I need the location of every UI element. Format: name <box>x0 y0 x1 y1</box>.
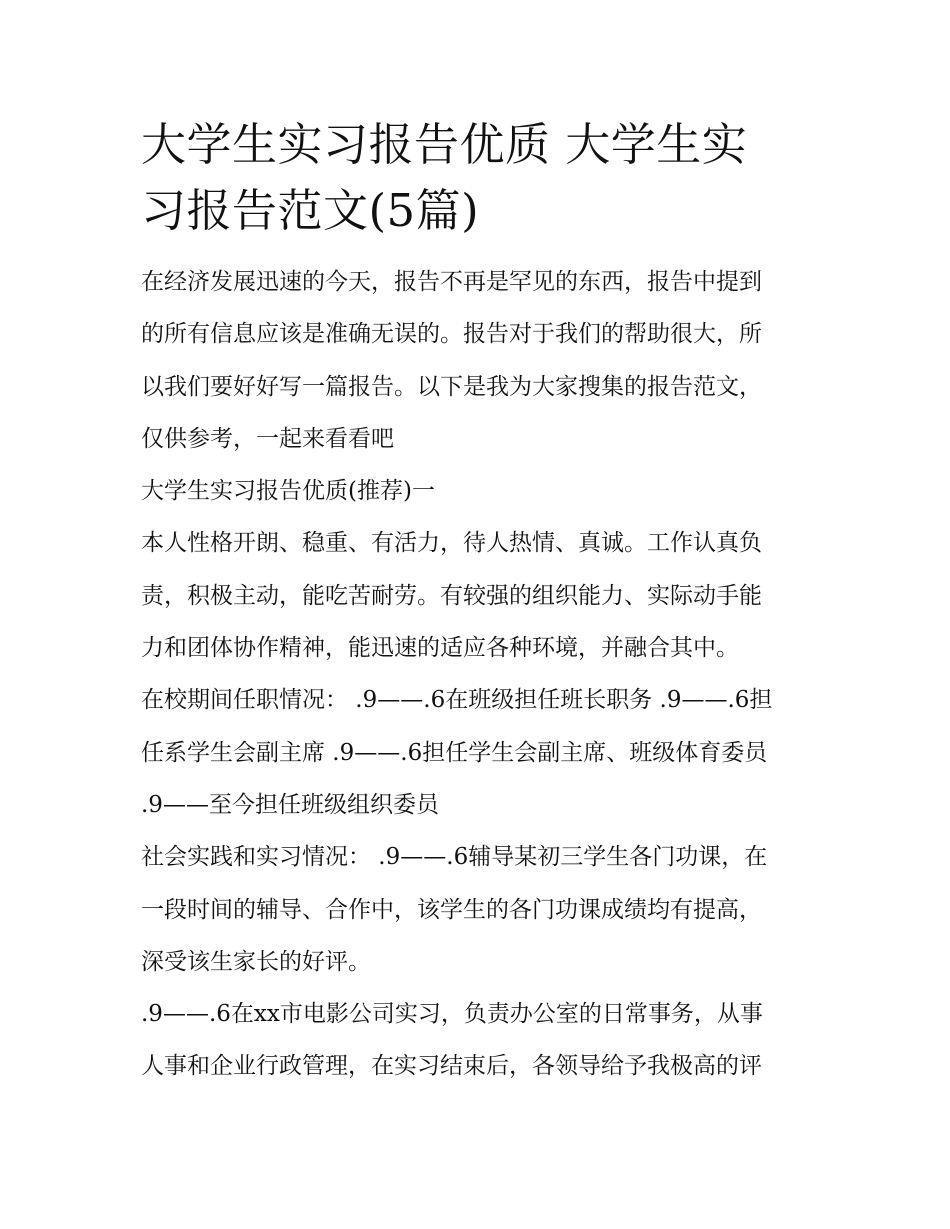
text-line: 社会实践和实习情况： .9——.6辅导某初三学生各门功课，在 <box>141 844 768 871</box>
title-line-2: 习报告范文(5篇) <box>141 184 480 237</box>
document-title <box>141 112 821 244</box>
text-line: 在校期间任职情况： .9——.6在班级担任班长职务 .9——.6担 <box>141 687 773 714</box>
document-body <box>141 112 821 1093</box>
text-line: 的所有信息应该是准确无误的。报告对于我们的帮助很大，所 <box>141 321 762 348</box>
text-line: 力和团体协作精神，能迅速的适应各种环境，并融合其中。 <box>141 635 739 662</box>
text-line: 人事和企业行政管理，在实习结束后，各领导给予我极高的评 <box>141 1053 762 1080</box>
text-line: .9——至今担任班级组织委员 <box>141 791 439 818</box>
text-line: 责，积极主动，能吃苦耐劳。有较强的组织能力、实际动手能 <box>141 582 762 609</box>
text-line: 在经济发展迅速的今天，报告不再是罕见的东西，报告中提到 <box>141 269 762 295</box>
text-line: .9——.6在xx市电影公司实习，负责办公室的日常事务，从事 <box>141 1001 763 1028</box>
title-line-1: 大学生实习报告优质 大学生实 <box>141 118 748 171</box>
text-line: 深受该生家长的好评。 <box>141 948 371 975</box>
text-line: 以我们要好好写一篇报告。以下是我为大家搜集的报告范文， <box>141 373 762 400</box>
document-text <box>141 256 821 1093</box>
section-heading: 大学生实习报告优质(推荐)一 <box>141 478 435 505</box>
text-line: 本人性格开朗、稳重、有活力，待人热情、真诚。工作认真负 <box>141 530 762 557</box>
text-line: 任系学生会副主席 .9——.6担任学生会副主席、班级体育委员 <box>141 739 768 766</box>
text-line: 仅供参考，一起来看看吧 <box>141 425 394 452</box>
text-line: 一段时间的辅导、合作中，该学生的各门功课成绩均有提高， <box>141 896 762 923</box>
